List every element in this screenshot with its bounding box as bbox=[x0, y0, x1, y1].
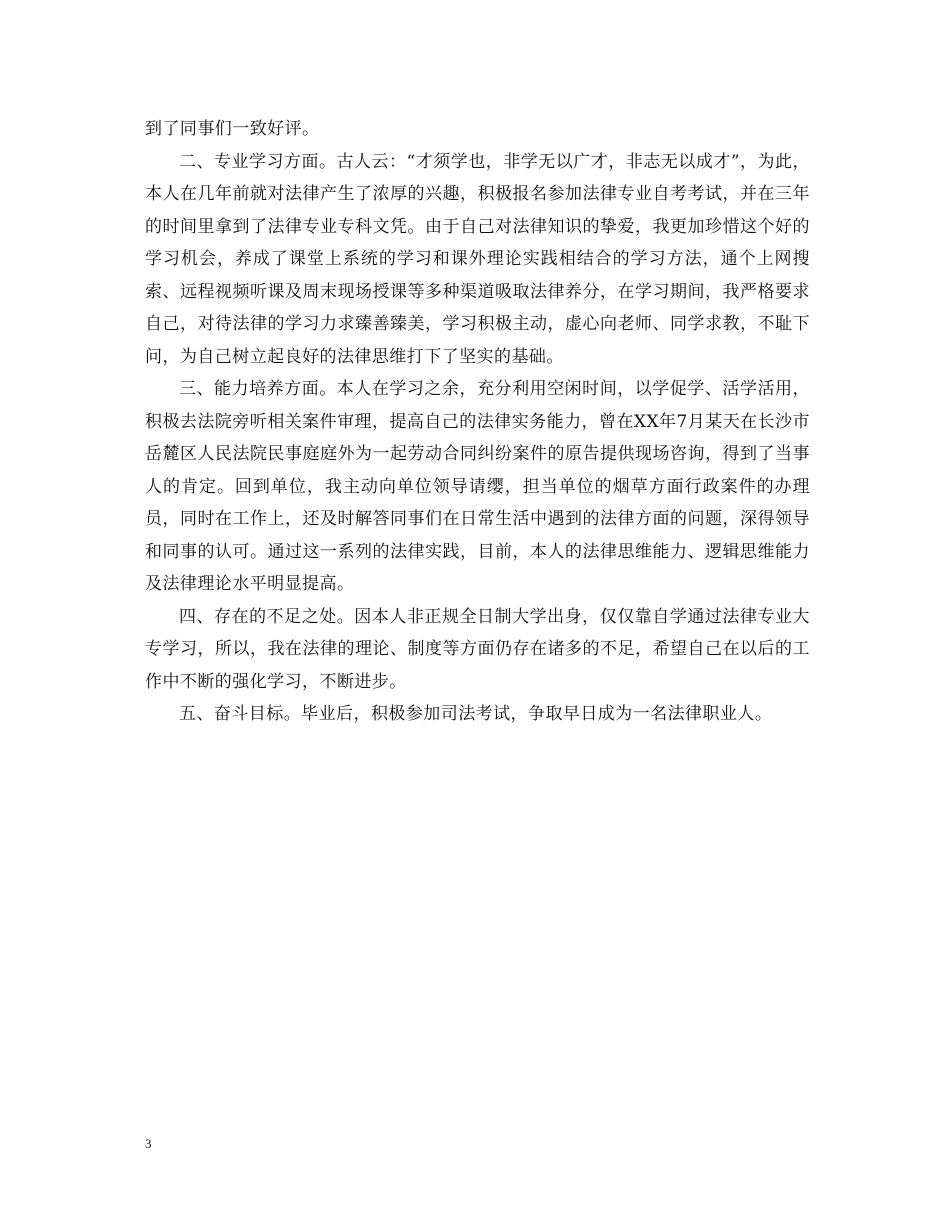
paragraph-professional-study: 二、专业学习方面。古人云：“才须学也，非学无以广才，非志无以成才”，为此，本人在几年前就对法律产生了浓厚的兴趣，积极报名参加法律专业自考考试，并在三年的时间里拿到了法律专业专科文凭。由于自己对法律知识的挚爱，我更加珍惜这个好的学习机会，养成了课堂上系统的学习和课外理论实践相结合的学习方法，通个上网搜索、远程视频听课及周末现场授课等多种渠道吸取法律养分，在学习期间，我严格要求自己，对待法律的学习力求臻善臻美，学习积极主动，虚心向老师、同学求教，不耻下问，为自己树立起良好的法律思维打下了坚实的基础。 bbox=[145, 151, 810, 367]
paragraph-ability-training: 三、能力培养方面。本人在学习之余，充分利用空闲时间，以学促学、活学活用，积极去法院旁听相关案件审理，提高自己的法律实务能力，曾在XX年7月某天在长沙市岳麓区人民法院民事庭庭外为一起劳动合同纠纷案件的原告提供现场咨询，得到了当事人的肯定。回到单位，我主动向单位领导请缨，担当单位的烟草方面行政案件的办理员，同时在工作上，还及时解答同事们在日常生活中遇到的法律方面的问题，深得领导和同事的认可。通过这一系列的法律实践，目前，本人的法律思维能力、逻辑思维能力及法律理论水平明显提高。 bbox=[145, 379, 810, 594]
paragraph-goals: 五、奋斗目标。毕业后，积极参加司法考试，争取早日成为一名法律职业人。 bbox=[179, 704, 773, 724]
paragraph-continuation: 到了同事们一致好评。 bbox=[145, 119, 320, 139]
page-number: 3 bbox=[145, 1136, 152, 1151]
document-body bbox=[145, 113, 810, 731]
paragraph-shortcomings: 四、存在的不足之处。因本人非正规全日制大学出身，仅仅靠自学通过法律专业大专学习，所以，我在法律的理论、制度等方面仍存在诸多的不足，希望自己在以后的工作中不断的强化学习，不断进步。 bbox=[145, 606, 810, 692]
